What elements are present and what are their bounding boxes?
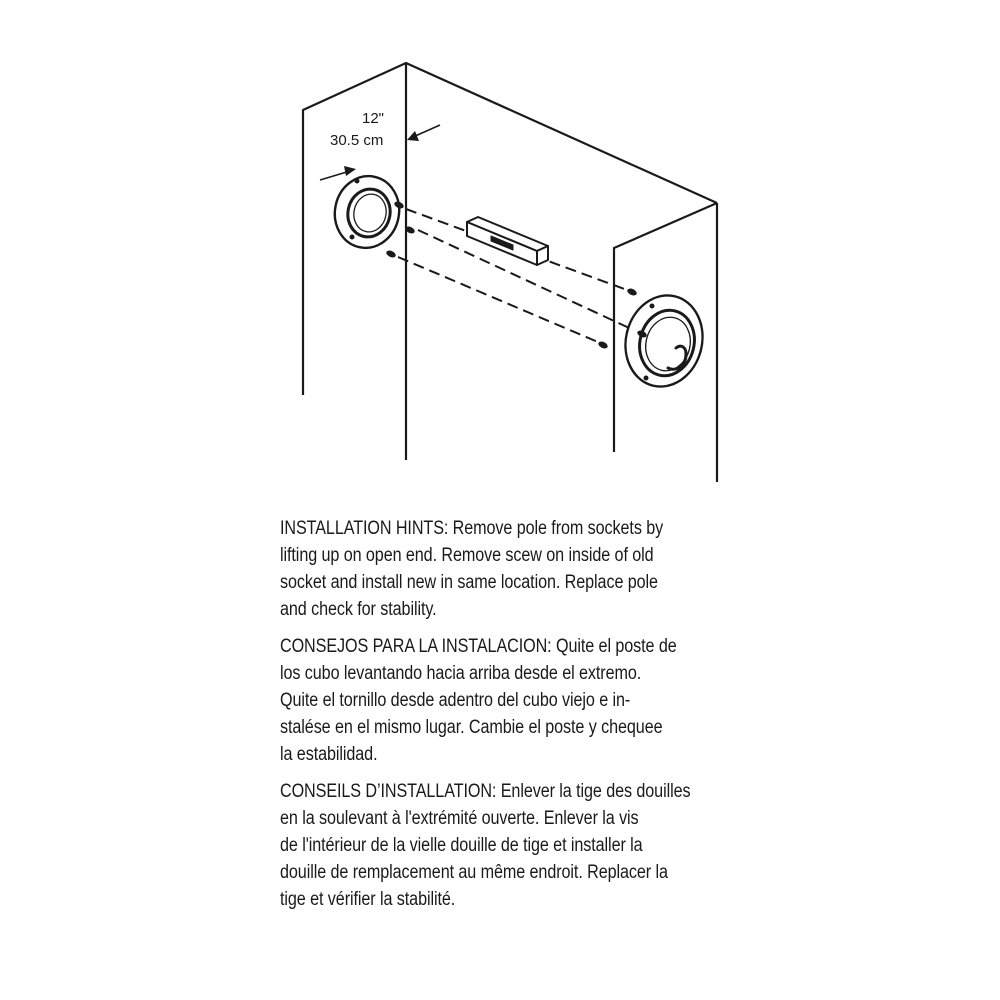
screw-icon bbox=[626, 287, 638, 297]
left-socket-flange bbox=[328, 170, 406, 254]
instruction-line: los cubo levantando hacia arriba desde el extremo. bbox=[280, 663, 642, 684]
instructions-french bbox=[280, 778, 777, 913]
left-wall-panel bbox=[303, 63, 406, 460]
dimension-callout bbox=[320, 110, 440, 180]
instruction-line: Quite el tornillo desde adentro del cubo viejo e in- bbox=[280, 690, 631, 711]
dimension-arrowhead-left bbox=[344, 166, 356, 176]
instruction-line: lifting up on open end. Remove scew on inside of old bbox=[280, 545, 654, 566]
left-socket bbox=[328, 170, 416, 259]
instruction-line: douille de remplacement au même endroit. Replacer la bbox=[280, 862, 668, 883]
instruction-line: tige et vérifier la stabilité. bbox=[280, 889, 456, 910]
instructions-english bbox=[280, 515, 777, 623]
instruction-line: and check for stability. bbox=[280, 599, 437, 620]
dimension-inches-label: 12" bbox=[362, 110, 385, 127]
instruction-line: socket and install new in same location. Replace pole bbox=[280, 572, 658, 593]
instruction-line: de l'intérieur de la vielle douille de tige et installer la bbox=[280, 835, 643, 856]
instruction-line: en la soulevant à l'extrémité ouverte. Enlever la vis bbox=[280, 808, 639, 829]
screw-icon bbox=[385, 249, 397, 259]
dimension-cm-label: 30.5 cm bbox=[330, 132, 384, 149]
instructions-spanish bbox=[280, 633, 777, 768]
instruction-line: CONSEILS D’INSTALLATION: Enlever la tige des douilles bbox=[280, 781, 691, 802]
instruction-line: la estabilidad. bbox=[280, 744, 378, 765]
level-tool bbox=[467, 217, 548, 265]
instruction-line: INSTALLATION HINTS: Remove pole from sockets by bbox=[280, 518, 664, 539]
alignment-lines bbox=[398, 209, 640, 345]
left-socket-hole-bottom bbox=[350, 235, 355, 240]
right-socket-hole-bottom bbox=[644, 376, 649, 381]
installation-instructions bbox=[280, 515, 780, 923]
screw-icon bbox=[597, 340, 609, 350]
left-socket-hole-top bbox=[355, 179, 360, 184]
right-socket-flange bbox=[616, 287, 712, 395]
right-socket-hole-top bbox=[650, 304, 655, 309]
instruction-line: CONSEJOS PARA LA INSTALACION: Quite el poste de bbox=[280, 636, 677, 657]
instruction-line: stalése en el mismo lugar. Cambie el poste y chequee bbox=[280, 717, 663, 738]
dimension-arrow-right bbox=[413, 125, 440, 137]
back-wall-top-edge bbox=[406, 63, 717, 203]
